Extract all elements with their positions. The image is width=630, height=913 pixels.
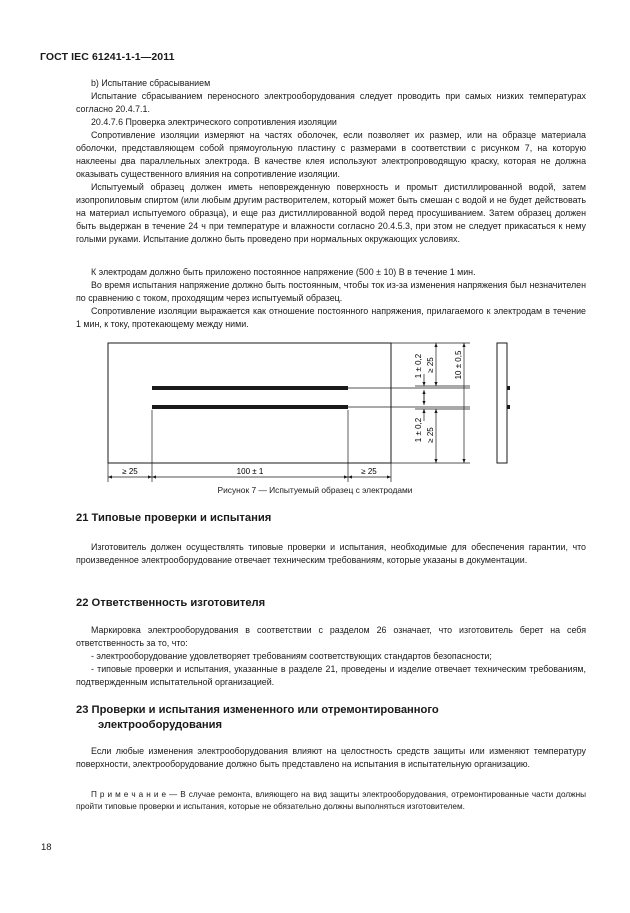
section-23-note xyxy=(76,789,586,813)
electrode-bottom xyxy=(152,405,348,409)
paragraph-constant-voltage: Во время испытания напряжение должно быть постоянным, чтобы ток из-за изменения напряжения был незначителен по сравнению с током, проходящим через испытуемый образец. xyxy=(76,280,586,304)
paragraph-clause-heading: 20.4.7.6 Проверка электрического сопротивления изоляции xyxy=(91,117,337,127)
page-number: 18 xyxy=(41,842,52,853)
paragraph-sample-preparation: Испытуемый образец должен иметь неповрежденную поверхность и промыт дистиллированной водой, затем изопропиловым спиртом (или любым другим растворителем, который может быть смешан с водой и не будет действовать на материал испытуемого образца), и еще раз дистиллированной водой перед просушиванием. Затем образец должен быть выдержан в течение 24 ч при температуре и влажности согласно 20.4.5.3, при этом не следует прикасаться к нему голыми руками. Испытание должно быть проведено при нормальных окружающих условиях. xyxy=(76,182,586,245)
section-23-title xyxy=(76,703,439,733)
section-22-title: 22 Ответственность изготовителя xyxy=(76,597,266,609)
note-label: П р и м е ч а н и е xyxy=(91,790,166,799)
figure-sample-drawing xyxy=(0,330,630,490)
section-23-title-line-1: 23 Проверки и испытания измененного или отремонтированного xyxy=(76,704,439,716)
dim-bottom-edge-label: ≥ 25 xyxy=(426,427,435,443)
sample-plate xyxy=(108,343,391,463)
paragraph-voltage: К электродам должно быть приложено постоянное напряжение (500 ± 10) В в течение 1 мин. xyxy=(91,267,476,277)
figure-caption: Рисунок 7 — Испытуемый образец с электродами xyxy=(217,485,413,495)
document-header: ГОСТ IEC 61241-1-1—2011 xyxy=(40,51,175,63)
paragraph-insulation-measurement: Сопротивление изоляции измеряют на частях оболочек, если позволяет их размер, или на образце материала оболочки, представляющем собой прямоугольную пластину с размерами в соответствии с рисунком 7, на которую наклеены два параллельных электрода. В качестве клея используют электропроводящую краску, которая не должна оказывать существенного влияния на сопротивление изоляции. xyxy=(76,130,586,180)
dim-top-gap-label: 1 ± 0,2 xyxy=(414,353,423,379)
section-21-title: 21 Типовые проверки и испытания xyxy=(76,512,272,524)
dim-right-label: ≥ 25 xyxy=(361,467,377,476)
dim-left-label: ≥ 25 xyxy=(122,467,138,476)
section-22-text: Маркировка электрооборудования в соответствии с разделом 26 означает, что изготовитель берет на себя ответственность за то, что: xyxy=(76,625,586,649)
electrode-top xyxy=(152,386,348,390)
section-21-text: Изготовитель должен осуществлять типовые проверки и испытания, необходимые для обеспечения гарантии, что произведенное электрооборудование отвечает техническим требованиям, которые указаны в документации. xyxy=(76,542,586,566)
paragraph-drop-test-heading: b) Испытание сбрасыванием xyxy=(91,78,211,88)
section-22-item-2: - типовые проверки и испытания, указанные в разделе 21, проведены и изделие отвечает техническим требованиям, подтвержденным испытательной организацией. xyxy=(76,664,586,688)
section-22-item-1: - электрооборудование удовлетворяет требованиям соответствующих стандартов безопасности; xyxy=(91,651,492,661)
dim-total-label: 10 ± 0,5 xyxy=(454,350,463,380)
note-text: — В случае ремонта, влияющего на вид защиты электрооборудования, отремонтированные части должны пройти типовые проверки и испытания, которые не обязательно должны выполняться изготовителем. xyxy=(76,790,586,812)
dim-bottom-gap-label: 1 ± 0,2 xyxy=(414,417,423,443)
paragraph-resistance-definition: Сопротивление изоляции выражается как отношение постоянного напряжения, прилагаемого к электродам в течение 1 мин, к току, протекающему между ними. xyxy=(76,306,586,330)
section-23-text: Если любые изменения электрооборудования влияют на целостность средств защиты или изменяют температуру поверхности, электрооборудование должно быть представлено на испытания в испытательную организацию. xyxy=(76,746,586,770)
dim-center-label: 100 ± 1 xyxy=(236,467,264,476)
section-23-title-line-2: электрооборудования xyxy=(98,719,223,731)
paragraph-drop-test: Испытание сбрасыванием переносного электрооборудования следует проводить при самых низких температурах согласно 20.4.7.1. xyxy=(76,91,586,115)
sample-side-view xyxy=(497,343,507,463)
dim-top-edge-label: ≥ 25 xyxy=(426,357,435,373)
